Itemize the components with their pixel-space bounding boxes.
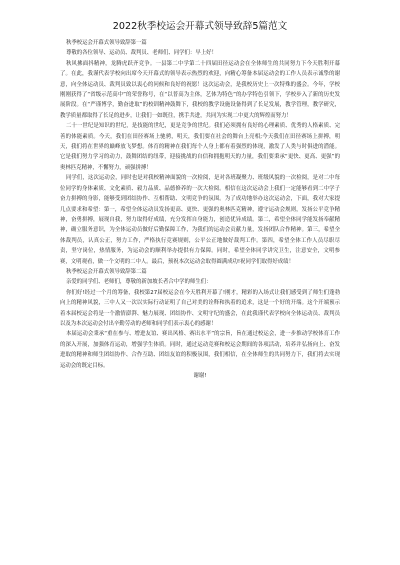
- section-heading-1: 秋季校运会开幕式领导致辞第一篇: [65, 40, 147, 46]
- closing-thanks: 谢谢!: [193, 373, 207, 379]
- document-title: 2022秋季校运会开幕式领导致辞5篇范文: [112, 21, 288, 32]
- salutation-1: 尊敬的各位领导、运动员、裁判员、老师们、同学们：早上好！: [65, 50, 217, 57]
- paragraph: 同学们，这次运动会，同时也是对我校精神面貌的一次检阅，是对各班凝聚力、班级风貌的一次检阅，是对二中每位同学的身体素质、文化素质、毅力品质、品德修养的一次大检阅。相信在这次运动会上我们一定能够看到二中学子奋力拼搏的身影，能够受到团结协作、互相帮助、文明竞争的氛围。为了成功地举办这次运动会，下面，我对大家提几点要求和希望：第一，希望全体运动员发扬更高、更快、更强的奥林匹克精神，遵守运动会规则，发扬公平竞争精神，奋勇拼搏，展现自我，努力取得好成绩，充分发挥自身能力，创造优异成绩。第二，希望全体同学能发扬奉献精神，确立服务意识，为全体运动员做好后勤保障工作，为我们的运动会贡献力量，发扬团队合作精神。第三，希望全体裁判员，认真公正，努力工作，严格执行竞赛规则，公平公正地做好裁判工作。第四，希望全体工作人员尽职尽责，坚守岗位，热情服务，为运动会的顺利举办提供有力保障。同时，希望全体同学讲究卫生，注意安全，文明参赛，文明观看，做一个文明的二中人。最后，预祝本次运动会取得圆满成功!祝同学们取得好成绩！: [60, 175, 340, 265]
- section-heading-2: 秋季校运会开幕式领导致辞第二篇: [65, 268, 147, 275]
- paragraph: 本届运动会秉承“重在参与、增进友谊、赛出风格、赛出水平”的宗旨，旨在通过校运会，进一步推动学校体育工作的深入开展，加强体育运动，增强学生体质。同时，通过运动竞赛和校运会期间的各项活动，培养并弘扬向上、奋发进取的精神和师生团结协作、合作互助、团结友谊的积极氛围，我们相信，在全体师生的共同努力下，我们将去实现运动会的既定目标。: [60, 331, 340, 369]
- document-body: [60, 38, 340, 381]
- salutation-2: 亲爱的同学们、老师们，尊敬的新加坡长者合中学的师生们：: [65, 279, 212, 286]
- paragraph: 秋风拂面抖精神，龙腾虎跃齐竞争。一县第二中学第二十四届田径运动会在全体师生的共同努力下今天胜利开幕了。在此，我谨代表学校向出席今天开幕式的领导表示热烈的欢迎，向精心筹备本届运动会的工作人员表示诚挚的谢意，向全体运动员、裁判员致以衷心的问候和良好的祝愿！这次运动会，是我校历史上一次特殊的盛会。今年，学校刚刚获得了“省级示范高中”的荣誉称号，在“以普高为主体，艺体为特色”的办学特色引领下，学校步入了新的历史发展阶段。在“严谨博学，勤奋进取”的校训精神鼓舞下，我校的教学设施设备得到了长足发展，教学管理，教学研究，教学质量都取得了长足的进步，让我们一如既往，携手共进，共同为实现二中更大的辉煌而努力！: [60, 60, 340, 119]
- paragraph: 二十一世纪是知识的世纪，是技能的世纪，更是竞争的世纪。我们必须拥有良好的心理素质、优秀的人格素质、完善的体能素质。今天，我们在田径赛场上驰骋，明天，我们要在社会的舞台上亮相;今天我们在田径赛场上拼搏，明天，我们将在世界的巅峰放飞梦想。体育的精神在我们每个人身上都有着强烈的体现，激发了人类与时俱进的潜能。它是我们努力学习的动力，鼓舞团结的纽带，迎接挑战的自信和拥抱明天的力量，我们要秉承“更快、更高、更强”的奥林匹克精神，不懈努力，顽强拼搏！: [60, 123, 340, 171]
- paragraph: 你们好!经过一个月的筹备，我校第27届校运会在今天胜利开幕了!刚才，精彩的入场式让我们感受到了师生们蓬勃向上的精神风貌，三中人又一次以实际行动证明了自己对美的诠释和执着的追求，这是一个好的开端。这个开端预示着本届校运会将是一个激情澎湃、魅力展现、团结协作、文明守纪的盛会，在此我谨代表学校向全体运动员、裁判员以及为本次运动会付出辛勤劳动的老师和同学们表示衷心的感谢！: [60, 289, 340, 327]
